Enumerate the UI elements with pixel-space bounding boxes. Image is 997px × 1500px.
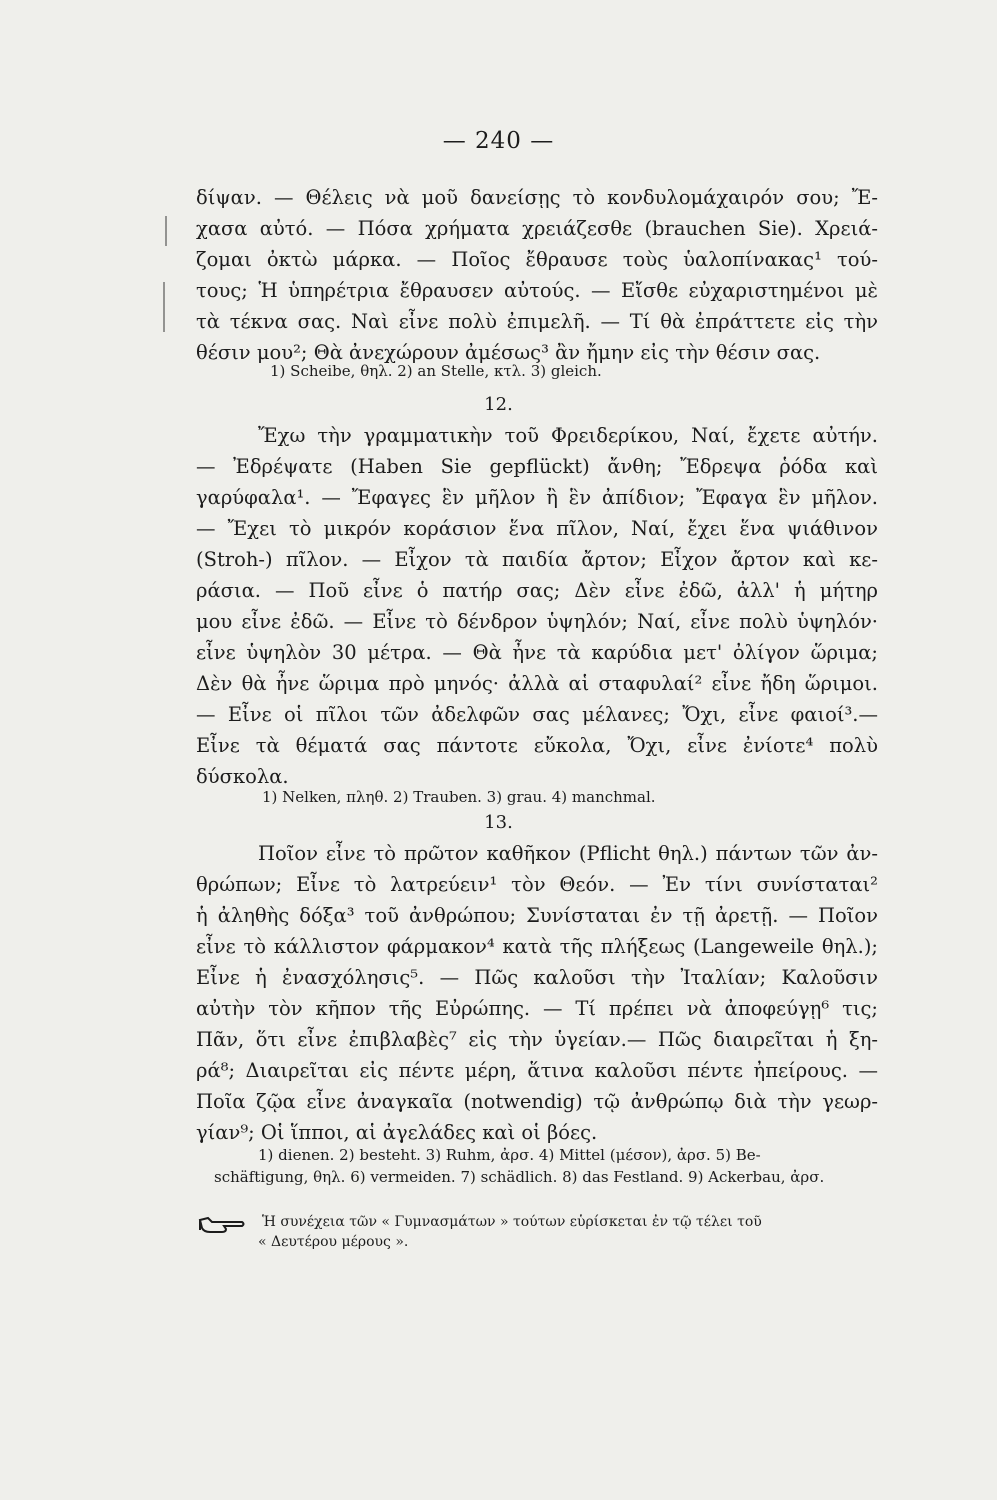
footnote-line: 1) dienen. 2) besteht. 3) Ruhm, ἀρσ. 4) Mittel (μέσον), ἀρσ. 5) Be-: [258, 1146, 761, 1164]
text-line: τὰ τέκνα σας. Ναὶ εἶνε πολὺ ἐπιμελῆ. — Τί θὰ ἐπράττετε εἰς τὴν: [196, 310, 878, 333]
text-line: γαρύφαλα¹. — Ἔφαγες ἓν μῆλον ἢ ἓν ἀπίδιον; Ἔφαγα ἓν μῆλον.: [196, 486, 878, 509]
text-line: εἶνε τὸ κάλλιστον φάρμακον⁴ κατὰ τῆς πλήξεως (Langeweile θηλ.);: [196, 935, 878, 958]
section-11-footnotes: 1) Scheibe, θηλ. 2) an Stelle, κτλ. 3) gleich.: [270, 362, 602, 380]
footnote-line: schäftigung, θηλ. 6) vermeiden. 7) schädlich. 8) das Festland. 9) Ackerbau, ἀρσ.: [214, 1168, 825, 1186]
text-line: Εἶνε τὰ θέματά σας πάντοτε εὔκολα, Ὄχι, εἶνε ἐνίοτε⁴ πολὺ: [196, 734, 878, 757]
text-line: ζομαι ὀκτὼ μάρκα. — Ποῖος ἔθραυσε τοὺς ὑαλοπίνακας¹ τού-: [196, 248, 878, 271]
text-line: — Ἔχει τὸ μικρόν κοράσιον ἕνα πῖλον, Ναί, ἔχει ἕνα ψιάθινον: [196, 517, 878, 540]
section-11-text: [196, 182, 878, 368]
pointing-hand-icon: [198, 1214, 246, 1236]
text-line: Πᾶν, ὅτι εἶνε ἐπιβλαβὲς⁷ εἰς τὴν ὑγείαν.— Πῶς διαιρεῖται ἡ ξη-: [196, 1028, 878, 1051]
text-line: ρά⁸; Διαιρεῖται εἰς πέντε μέρη, ἅτινα καλοῦσι πέντε ἠπείρους. —: [196, 1059, 878, 1082]
text-line: — Ἐδρέψατε (Haben Sie gepflückt) ἄνθη; Ἔδρεψα ῥόδα καὶ: [196, 455, 878, 478]
text-line: μου εἶνε ἐδῶ. — Εἶνε τὸ δένδρον ὑψηλόν; Ναί, εἶνε πολὺ ὑψηλόν·: [196, 610, 878, 633]
section-13-number: 13.: [484, 812, 513, 833]
text-line: — Εἶνε οἱ πῖλοι τῶν ἀδελφῶν σας μέλανες; Ὄχι, εἶνε φαιοί³.—: [196, 703, 878, 726]
text-line: Ποῖα ζῷα εἶνε ἀναγκαῖα (notwendig) τῷ ἀνθρώπῳ διὰ τὴν γεωρ-: [196, 1090, 878, 1113]
continuation-note-line: « Δευτέρου μέρους ».: [258, 1234, 409, 1250]
text-line: ράσια. — Ποῦ εἶνε ὁ πατήρ σας; Δὲν εἶνε ἐδῶ, ἀλλ' ἡ μήτηρ: [196, 579, 878, 602]
text-line: δύσκολα.: [196, 765, 289, 788]
text-line: δίψαν. — Θέλεις νὰ μοῦ δανείσῃς τὸ κονδυλομάχαιρόν σου; Ἔ-: [196, 186, 878, 209]
text-line: Ποῖον εἶνε τὸ πρῶτον καθῆκον (Pflicht θηλ.) πάντων τῶν ἀν-: [258, 842, 878, 865]
text-line: εἶνε ὑψηλὸν 30 μέτρα. — Θὰ ἦνε τὰ καρύδια μετ' ὀλίγον ὥριμα;: [196, 641, 878, 664]
section-12-footnotes: 1) Nelken, πληθ. 2) Trauben. 3) grau. 4) manchmal.: [262, 788, 656, 806]
text-line: τους; Ἡ ὑπηρέτρια ἔθραυσεν αὐτούς. — Εἴσθε εὐχαριστημένοι μὲ: [196, 279, 878, 302]
section-13-text: [196, 838, 878, 1148]
continuation-note-line: Ἡ συνέχεια τῶν « Γυμνασμάτων » τούτων εὑρίσκεται ἐν τῷ τέλει τοῦ: [262, 1214, 762, 1230]
margin-mark-upper: [165, 216, 167, 246]
text-line: Εἶνε ἡ ἐνασχόλησις⁵. — Πῶς καλοῦσι τὴν Ἰταλίαν; Καλοῦσιν: [196, 966, 878, 989]
page-number: — 240 —: [442, 128, 555, 154]
text-line: (Stroh-) πῖλον. — Εἶχον τὰ παιδία ἄρτον; Εἶχον ἄρτον καὶ κε-: [196, 548, 878, 571]
section-12-number: 12.: [484, 394, 513, 415]
text-line: ἡ ἀληθὴς δόξα³ τοῦ ἀνθρώπου; Συνίσταται ἐν τῇ ἀρετῇ. — Ποῖον: [196, 904, 878, 927]
text-line: χασα αὐτό. — Πόσα χρήματα χρειάζεσθε (brauchen Sie). Χρειά-: [196, 217, 878, 240]
section-13-footnotes: [214, 1144, 884, 1188]
text-line: Ἔχω τὴν γραμματικὴν τοῦ Φρειδερίκου, Ναί, ἔχετε αὐτήν.: [258, 424, 878, 447]
section-12-text: [196, 420, 878, 792]
text-line: θέσιν μου²; Θὰ ἀνεχώρουν ἀμέσως³ ἂν ἤμην εἰς τὴν θέσιν σας.: [196, 341, 821, 364]
text-line: Δὲν θὰ ἦνε ὥριμα πρὸ μηνός· ἀλλὰ αἱ σταφυλαί² εἶνε ἤδη ὥριμοι.: [196, 672, 878, 695]
text-line: γίαν⁹; Οἱ ἵπποι, αἱ ἀγελάδες καὶ οἱ βόες.: [196, 1121, 598, 1144]
margin-mark-lower: [163, 282, 165, 332]
text-line: θρώπων; Εἶνε τὸ λατρεύειν¹ τὸν Θεόν. — Ἐν τίνι συνίσταται²: [196, 873, 878, 896]
text-line: αὐτὴν τὸν κῆπον τῆς Εὐρώπης. — Τί πρέπει νὰ ἀποφεύγῃ⁶ τις;: [196, 997, 878, 1020]
